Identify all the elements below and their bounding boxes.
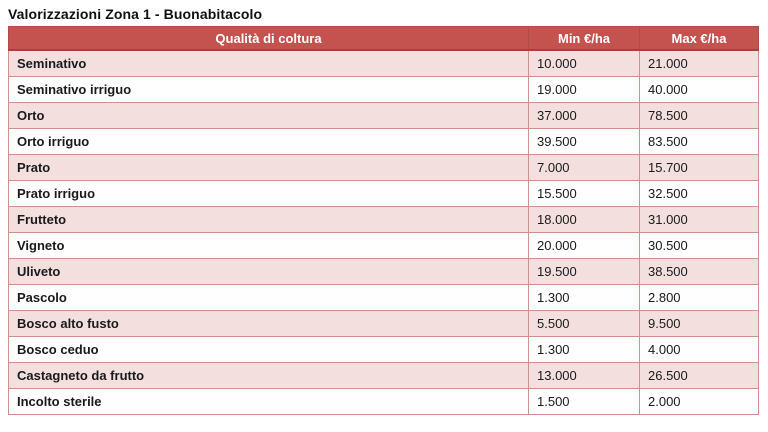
cell-quality: Vigneto	[9, 233, 529, 259]
cell-min: 20.000	[529, 233, 640, 259]
cell-max: 26.500	[640, 363, 759, 389]
cell-min: 7.000	[529, 155, 640, 181]
table-row	[9, 389, 759, 415]
cell-max: 30.500	[640, 233, 759, 259]
cell-min: 18.000	[529, 207, 640, 233]
table-row	[9, 155, 759, 181]
table-row	[9, 233, 759, 259]
cell-max: 40.000	[640, 77, 759, 103]
cell-max: 9.500	[640, 311, 759, 337]
cell-quality: Castagneto da frutto	[9, 363, 529, 389]
cell-quality: Bosco alto fusto	[9, 311, 529, 337]
table-row	[9, 337, 759, 363]
table-row	[9, 129, 759, 155]
cell-max: 38.500	[640, 259, 759, 285]
cell-max: 15.700	[640, 155, 759, 181]
cell-quality: Prato	[9, 155, 529, 181]
cell-max: 2.000	[640, 389, 759, 415]
table-header	[9, 27, 759, 51]
table-row	[9, 77, 759, 103]
cell-max: 31.000	[640, 207, 759, 233]
cell-min: 39.500	[529, 129, 640, 155]
cell-max: 21.000	[640, 50, 759, 77]
cell-min: 13.000	[529, 363, 640, 389]
cell-quality: Frutteto	[9, 207, 529, 233]
cell-min: 19.000	[529, 77, 640, 103]
cell-min: 37.000	[529, 103, 640, 129]
cell-max: 32.500	[640, 181, 759, 207]
cell-quality: Bosco ceduo	[9, 337, 529, 363]
cell-min: 1.300	[529, 337, 640, 363]
table-row	[9, 103, 759, 129]
column-header-min: Min €/ha	[529, 27, 640, 51]
cell-min: 10.000	[529, 50, 640, 77]
table-row	[9, 181, 759, 207]
table-row	[9, 50, 759, 77]
cell-quality: Pascolo	[9, 285, 529, 311]
table-body	[9, 50, 759, 415]
cell-min: 5.500	[529, 311, 640, 337]
cell-quality: Seminativo	[9, 50, 529, 77]
cell-min: 19.500	[529, 259, 640, 285]
table-row	[9, 311, 759, 337]
cell-quality: Orto	[9, 103, 529, 129]
cell-max: 83.500	[640, 129, 759, 155]
cell-max: 4.000	[640, 337, 759, 363]
column-header-max: Max €/ha	[640, 27, 759, 51]
cell-quality: Orto irriguo	[9, 129, 529, 155]
cell-quality: Prato irriguo	[9, 181, 529, 207]
page-title: Valorizzazioni Zona 1 - Buonabitacolo	[8, 6, 263, 22]
cell-quality: Uliveto	[9, 259, 529, 285]
cell-quality: Seminativo irriguo	[9, 77, 529, 103]
cell-min: 1.300	[529, 285, 640, 311]
table-row	[9, 285, 759, 311]
column-header-quality: Qualità di coltura	[9, 27, 529, 51]
valuation-table	[8, 26, 759, 415]
table-row	[9, 207, 759, 233]
table-row	[9, 259, 759, 285]
cell-max: 2.800	[640, 285, 759, 311]
cell-min: 15.500	[529, 181, 640, 207]
table-header-row	[9, 27, 759, 51]
cell-min: 1.500	[529, 389, 640, 415]
cell-max: 78.500	[640, 103, 759, 129]
table-row	[9, 363, 759, 389]
cell-quality: Incolto sterile	[9, 389, 529, 415]
